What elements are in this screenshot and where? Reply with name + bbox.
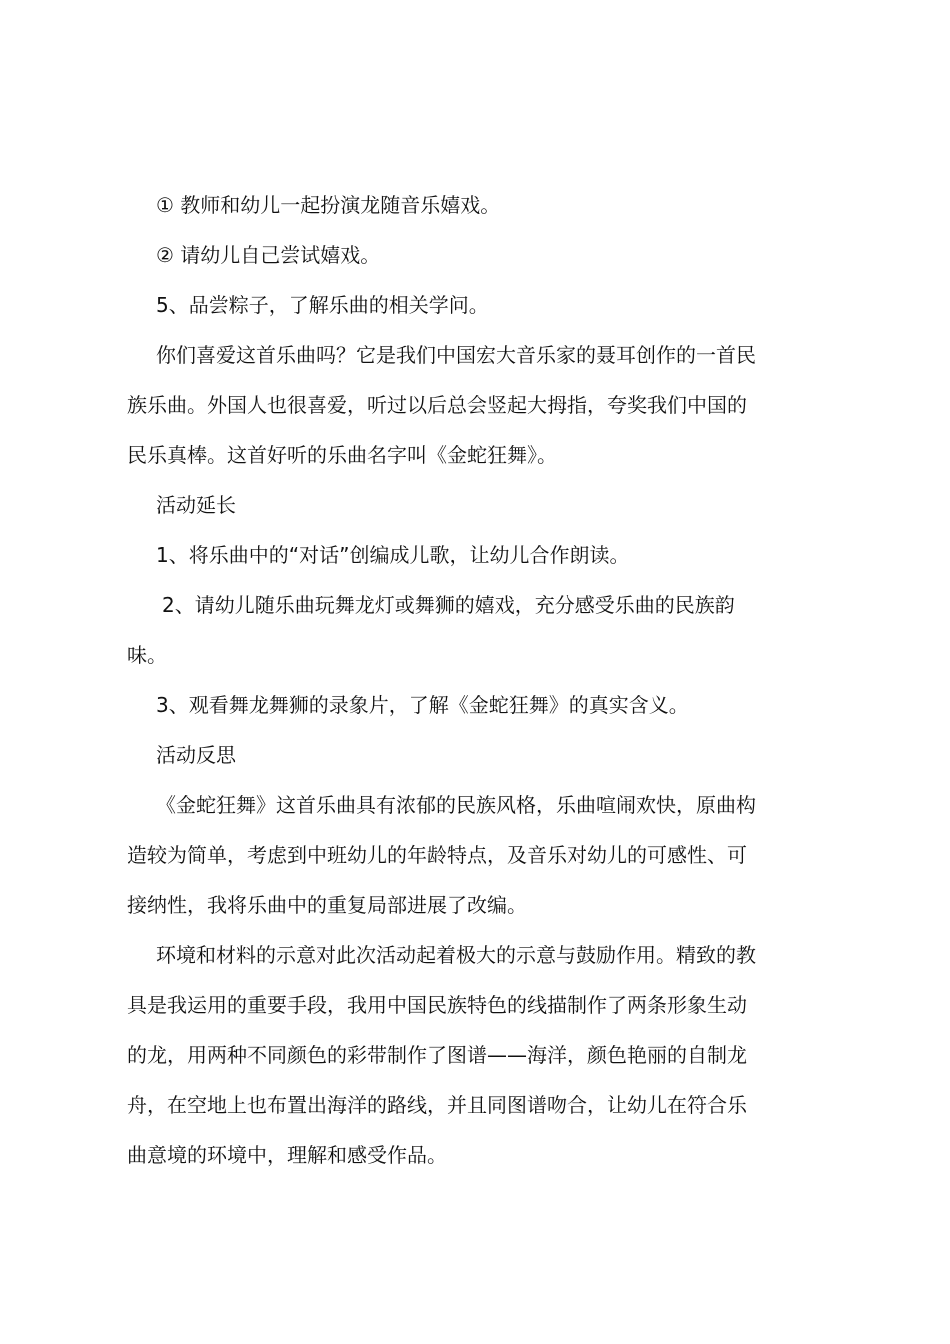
list-item-1: 1、将乐曲中的“对话”创编成儿歌，让幼儿合作朗读。 — [156, 543, 630, 567]
step-line-1: ① 教师和幼儿一起扮演龙随音乐嬉戏。 — [156, 193, 501, 217]
paragraph-line: 接纳性，我将乐曲中的重复局部进展了改编。 — [127, 893, 527, 917]
paragraph-line: 曲意境的环境中，理解和感受作品。 — [127, 1143, 447, 1167]
paragraph-line: 民乐真棒。这首好听的乐曲名字叫《金蛇狂舞》。 — [127, 443, 557, 467]
paragraph-line: 舟，在空地上也布置出海洋的路线，并且同图谱吻合，让幼儿在符合乐 — [127, 1093, 747, 1117]
paragraph-line: 《金蛇狂舞》这首乐曲具有浓郁的民族风格，乐曲喧闹欢快，原曲构 — [156, 793, 756, 817]
step-line-2: ② 请幼儿自己尝试嬉戏。 — [156, 243, 381, 267]
paragraph-line: 族乐曲。外国人也很喜爱，听过以后总会竖起大拇指，夸奖我们中国的 — [127, 393, 747, 417]
list-item-3: 3、观看舞龙舞狮的录象片，了解《金蛇狂舞》的真实含义。 — [156, 693, 689, 717]
paragraph-line: 的龙，用两种不同颜色的彩带制作了图谱——海洋，颜色艳丽的自制龙 — [127, 1043, 747, 1067]
paragraph-line: 具是我运用的重要手段，我用中国民族特色的线描制作了两条形象生动 — [127, 993, 747, 1017]
paragraph-line: 你们喜爱这首乐曲吗？它是我们中国宏大音乐家的聂耳创作的一首民 — [156, 343, 756, 367]
section-heading-extension: 活动延长 — [156, 493, 236, 517]
paragraph-line: 环境和材料的示意对此次活动起着极大的示意与鼓励作用。精致的教 — [156, 943, 756, 967]
paragraph-line: 造较为简单，考虑到中班幼儿的年龄特点，及音乐对幼儿的可感性、可 — [127, 843, 747, 867]
section-heading-reflection: 活动反思 — [156, 743, 236, 767]
list-item-2-continued: 味。 — [127, 643, 167, 667]
section-5-heading: 5、品尝粽子，了解乐曲的相关学问。 — [156, 293, 489, 317]
list-item-2: 2、请幼儿随乐曲玩舞龙灯或舞狮的嬉戏，充分感受乐曲的民族韵 — [162, 593, 735, 617]
